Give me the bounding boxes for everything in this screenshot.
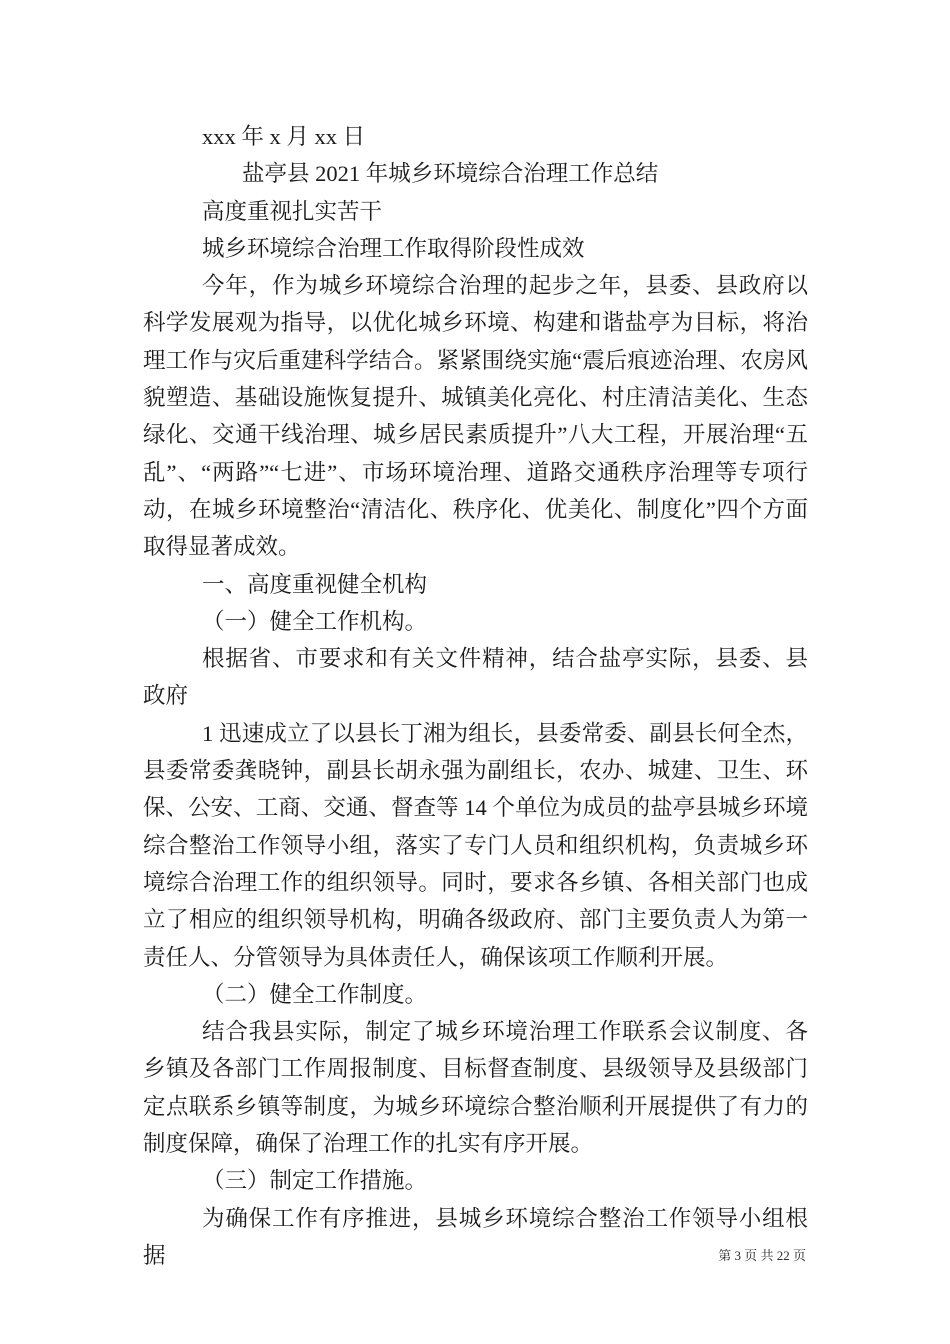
paragraph-title: 盐亭县 2021 年城乡环境综合治理工作总结 xyxy=(242,161,659,187)
document-body xyxy=(143,118,808,1274)
paragraph-heading2: （二）健全工作制度。 xyxy=(202,981,428,1007)
paragraph-heading2: （三）制定工作措施。 xyxy=(202,1168,428,1194)
paragraph-body: 根据省、市要求和有关文件精神，结合盐亭实际，县委、县政府 xyxy=(143,646,808,709)
paragraph-body: 1 迅速成立了以县长丁湘为组长，县委常委、副县长何全杰，县委常委龚晓钟，副县长胡永强为副组长，农办、城建、卫生、环保、公安、工商、交通、督查等 14 个单位为成员的盐亭县城乡环境综合整治工作领导小组，落实了专门人员和组织机构，负责城乡环境综合治理工作的组织领导。同时，要求各乡镇、各相关部门也成立了相应的组织领导机构，明确各级政府、部门主要负责人为第一责任人、分管领导为具体责任人，确保该项工作顺利开展。 xyxy=(143,720,808,970)
paragraph-body: 今年，作为城乡环境综合治理的起步之年，县委、县政府以科学发展观为指导，以优化城乡环境、构建和谐盐亭为目标，将治理工作与灾后重建科学结合。紧紧围绕实施“震后痕迹治理、农房风貌塑造、基础设施恢复提升、城镇美化亮化、村庄清洁美化、生态绿化、交通干线治理、城乡居民素质提升”八大工程，开展治理“五乱”、“两路”“七进”、市场环境治理、道路交通秩序治理等专项行动，在城乡环境整治“清洁化、秩序化、优美化、制度化”四个方面取得显著成效。 xyxy=(143,273,808,560)
paragraph-body: 为确保工作有序推进，县城乡环境综合整治工作领导小组根据 xyxy=(143,1205,808,1268)
paragraph-subtitle: 城乡环境综合治理工作取得阶段性成效 xyxy=(202,235,585,261)
paragraph-subtitle: 高度重视扎实苦干 xyxy=(202,198,383,224)
page-number: 第 3 页 共 22 页 xyxy=(718,1248,806,1263)
paragraph-heading1: 一、高度重视健全机构 xyxy=(202,571,428,597)
paragraph-body: 结合我县实际，制定了城乡环境治理工作联系会议制度、各乡镇及各部门工作周报制度、目标督查制度、县级领导及县级部门定点联系乡镇等制度，为城乡环境综合整治顺利开展提供了有力的制度保障，确保了治理工作的扎实有序开展。 xyxy=(143,1019,808,1157)
paragraph-heading2: （一）健全工作机构。 xyxy=(202,608,428,634)
paragraph-date: xxx 年 x 月 xx 日 xyxy=(202,124,366,149)
